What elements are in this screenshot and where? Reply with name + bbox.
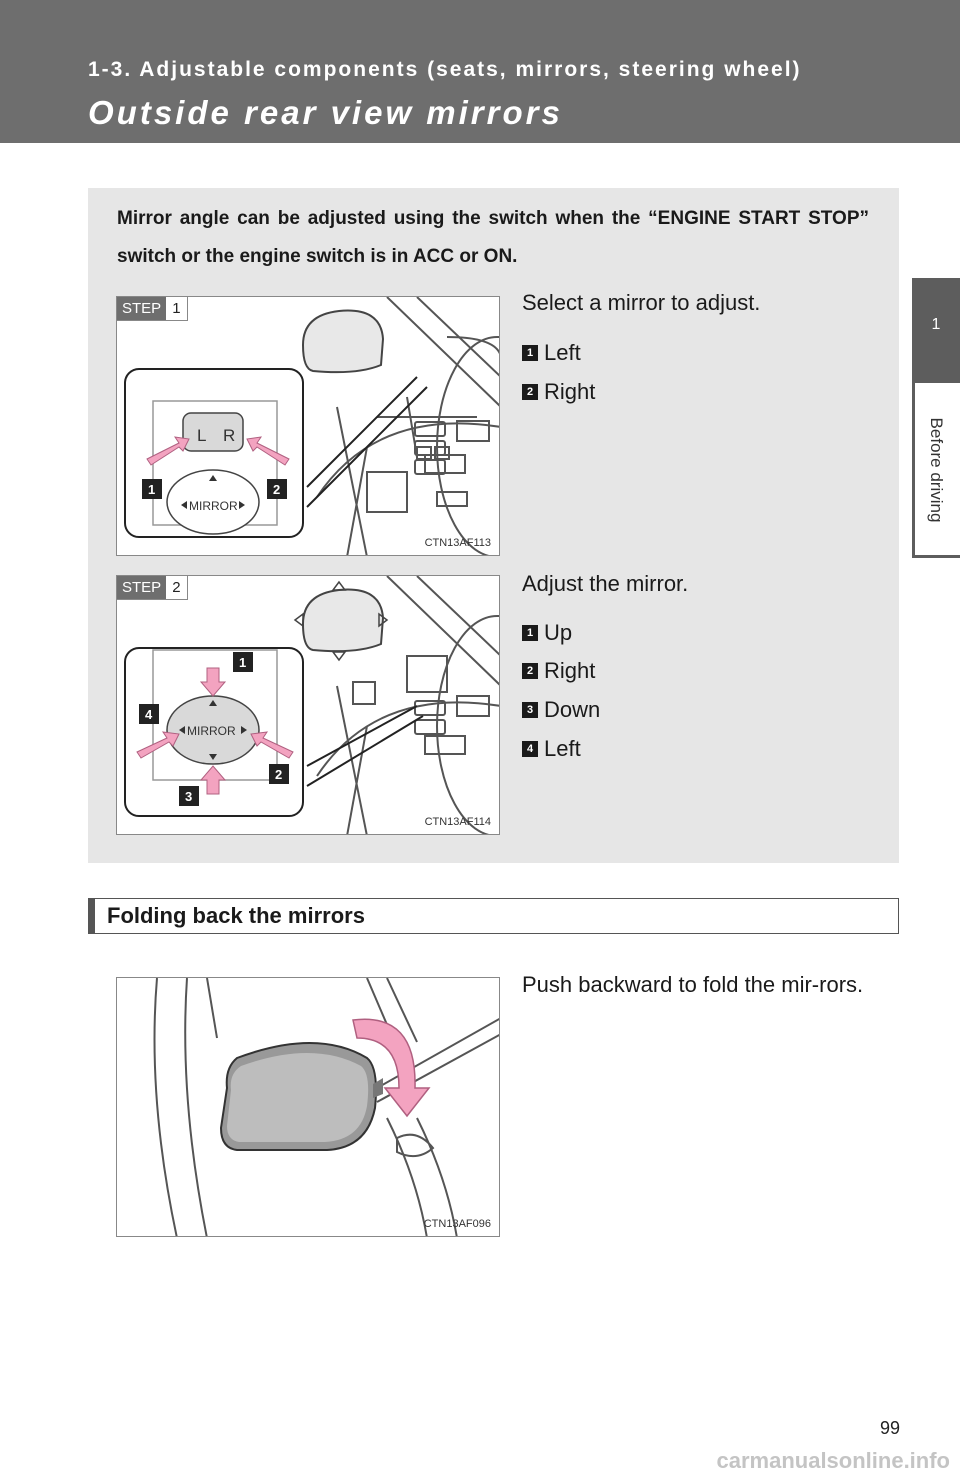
chapter-number: 1 [931, 316, 941, 333]
intro-text: Mirror angle can be adjusted using the switch when the “ENGINE START STOP” switch or the engine switch is in ACC or ON. [117, 208, 869, 267]
step2-option-down: 3 Down [522, 698, 600, 722]
watermark: carmanualsonline.info [716, 1448, 950, 1473]
step2-tag: STEP 2 [117, 576, 188, 600]
switch-r-label: R [223, 426, 236, 445]
svg-text:4: 4 [145, 707, 153, 722]
step2-instruction: Adjust the mirror. [522, 571, 689, 596]
folding-figure-code: CTN13AF096 [423, 1218, 491, 1230]
section-title: 1-3. Adjustable components (seats, mirrors, steering wheel) [88, 58, 802, 81]
step2-figure [116, 575, 500, 835]
step1-instruction: Select a mirror to adjust. [522, 290, 761, 315]
step1-option-right: 2 Right [522, 380, 595, 404]
step1-figure-code: CTN13AF113 [424, 537, 491, 549]
svg-text:2: 2 [275, 767, 283, 782]
step1-option-left: 1 Left [522, 341, 581, 365]
svg-text:3: 3 [185, 789, 193, 804]
step1-tag: STEP 1 [117, 297, 188, 321]
step2-option-right: 2 Right [522, 659, 595, 683]
folding-heading: Folding back the mirrors [107, 903, 365, 928]
svg-text:2: 2 [273, 482, 281, 497]
step1-illustration [117, 297, 500, 556]
folding-illustration [117, 978, 500, 1237]
step2-illustration [117, 576, 500, 835]
svg-text:1: 1 [148, 482, 156, 497]
switch-mirror-label: MIRROR [189, 499, 238, 513]
step1-figure [116, 296, 500, 556]
step2-option-left: 4 Left [522, 737, 581, 761]
folding-heading-box [88, 898, 899, 934]
page-title: Outside rear view mirrors [88, 94, 563, 131]
switch-l-label: L [197, 426, 207, 445]
svg-text:1: 1 [239, 655, 247, 670]
chapter-label: Before driving [927, 417, 946, 523]
switch2-mirror-label: MIRROR [187, 724, 236, 738]
folding-figure [116, 977, 500, 1237]
step2-option-up: 1 Up [522, 621, 572, 645]
page-number: 99 [879, 1418, 900, 1438]
step2-figure-code: CTN13AF114 [424, 816, 491, 828]
folding-text: Push backward to fold the mir-rors. [522, 972, 864, 997]
